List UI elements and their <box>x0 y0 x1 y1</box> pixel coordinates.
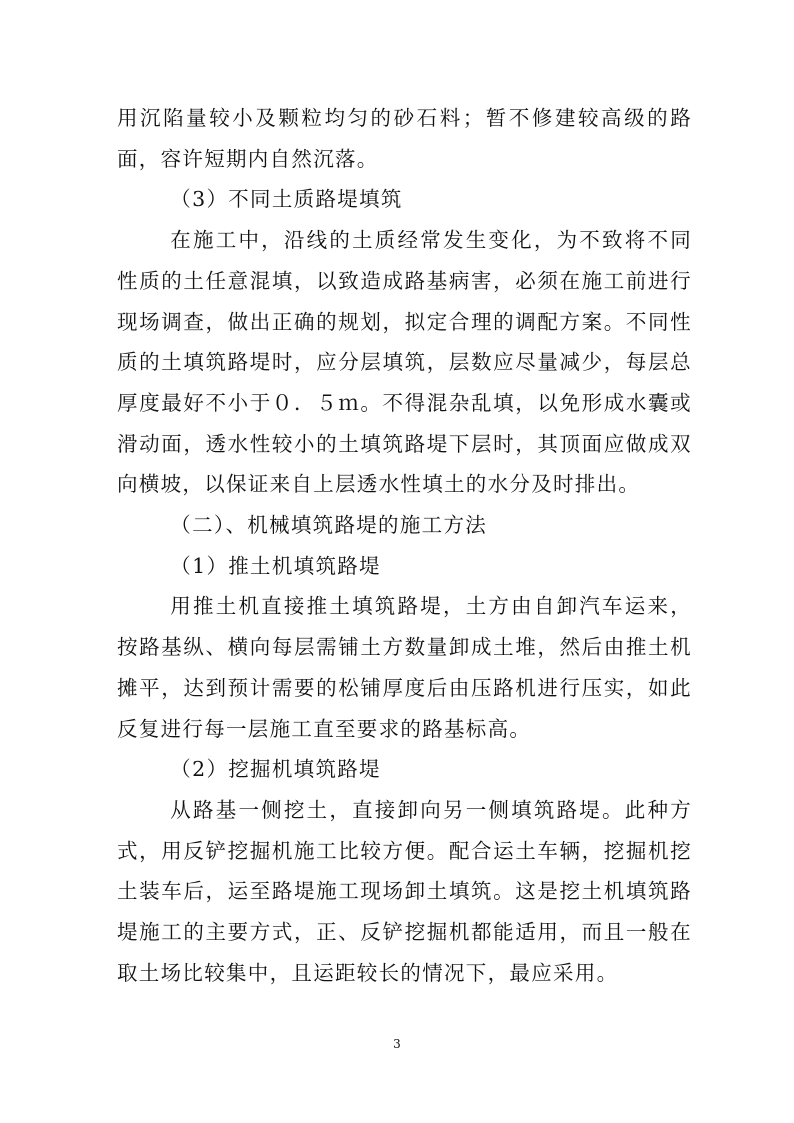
document-body <box>117 98 692 993</box>
heading-different-soil-embankment: （3）不同土质路堤填筑 <box>170 187 403 212</box>
paragraph-different-soil: 在施工中，沿线的土质经常发生变化，为不致将不同性质的土任意混填，以致造成路基病害，必须在施工前进行现场调查，做出正确的规划，拟定合理的调配方案。不同性质的土填筑路堤时，应分层填筑，层数应尽量减少，每层总厚度最好不小于０．５ｍ。不得混杂乱填，以免形成水囊或滑动面，透水性较小的土填筑路堤下层时，其顶面应做成双向横坡，以保证来自上层透水性填土的水分及时排出。 <box>117 228 692 497</box>
paragraph-excavator: 从路基一侧挖土，直接卸向另一侧填筑路堤。此种方式，用反铲挖掘机施工比较方便。配合运土车辆，挖掘机挖土装车后，运至路堤施工现场卸土填筑。这是挖土机填筑路堤施工的主要方式，正、反铲挖掘机都能适用，而且一般在取土场比较集中，且运距较长的情况下，最应采用。 <box>117 797 692 985</box>
heading-excavator-filling: （2）挖掘机填筑路堤 <box>170 757 381 782</box>
paragraph-continued: 用沉陷量较小及颗粒均匀的砂石料；暂不修建较高级的路面，容许短期内自然沉落。 <box>117 106 692 171</box>
heading-mechanical-filling-method: （二）、机械填筑路堤的施工方法 <box>170 513 488 538</box>
page-number: 3 <box>393 1037 401 1051</box>
heading-bulldozer-filling: （1）推土机填筑路堤 <box>170 553 381 578</box>
paragraph-bulldozer: 用推土机直接推土填筑路堤，土方由自卸汽车运来，按路基纵、横向每层需铺土方数量卸成土堆，然后由推土机摊平，达到预计需要的松铺厚度后由压路机进行压实，如此反复进行每一层施工直至要求的路基标高。 <box>117 594 692 741</box>
